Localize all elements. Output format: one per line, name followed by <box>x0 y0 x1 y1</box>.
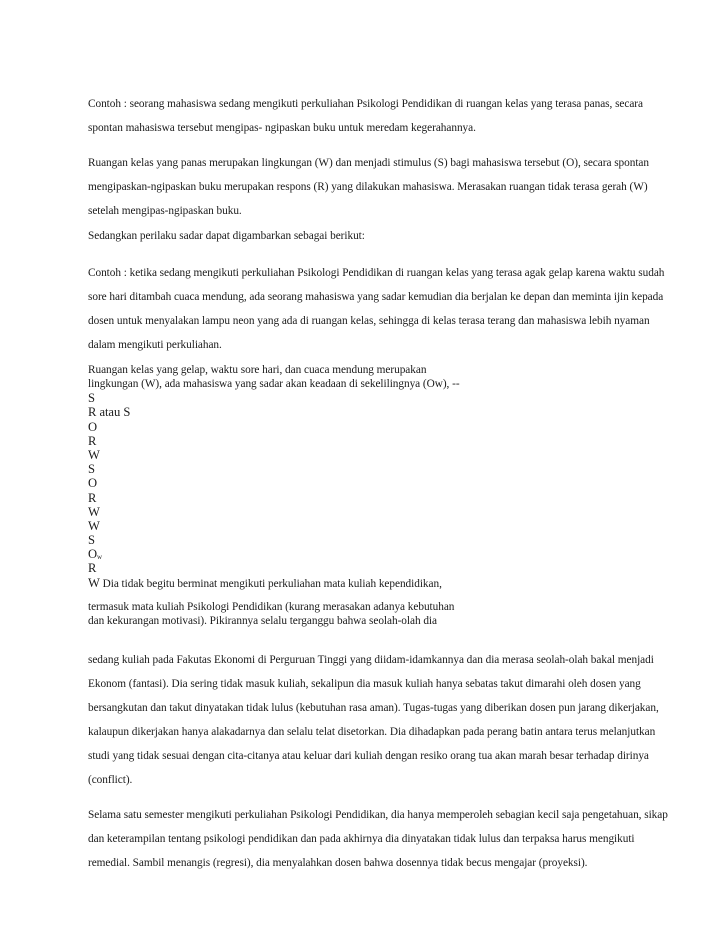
text-line: remedial. Sambil menangis (regresi), dia menyalahkan dosen bahwa dosennya tidak becus mengajar (proyeksi). <box>88 857 588 869</box>
diagram-letter: O <box>88 476 98 490</box>
text-line: (conflict). <box>88 774 133 786</box>
diagram-letter: O <box>88 420 98 434</box>
diagram-letter: W <box>88 505 100 519</box>
text-line: mengipaskan-ngipaskan buku merupakan respons (R) yang dilakukan mahasiswa. Merasakan ruangan tidak terasa gerah (W) <box>88 181 648 193</box>
text-line: dan kekurangan motivasi). Pikirannya selalu terganggu bahwa seolah-olah dia <box>88 615 437 627</box>
text-fragment: Dia tidak begitu berminat mengikuti perkuliahan mata kuliah kependidikan, <box>99 578 442 590</box>
text-line: Ekonom (fantasi). Dia sering tidak masuk kuliah, sekalipun dia masuk kuliah hanya sebatas takut dimarahi oleh dosen yang <box>88 678 641 690</box>
text-line: Ruangan kelas yang panas merupakan lingkungan (W) dan menjadi stimulus (S) bagi mahasiswa tersebut (O), secara spontan <box>88 157 649 169</box>
text-line: Contoh : ketika sedang mengikuti perkuliahan Psikologi Pendidikan di ruangan kelas yang terasa agak gelap karena waktu sudah <box>88 267 665 279</box>
diagram-letter: W <box>88 576 100 590</box>
diagram-letter: S <box>88 462 95 476</box>
text-line: Sedangkan perilaku sadar dapat digambarkan sebagai berikut: <box>88 230 365 242</box>
text-line: sore hari ditambah cuaca mendung, ada seorang mahasiswa yang sadar kemudian dia berjalan ke depan dan meminta ijin kepada <box>88 291 664 303</box>
diagram-letter: R <box>88 491 97 505</box>
text-line: spontan mahasiswa tersebut mengipas- ngipaskan buku untuk meredam kegerahannya. <box>88 122 476 134</box>
text-line: lingkungan (W), ada mahasiswa yang sadar akan keadaan di sekelilingnya (Ow), -- <box>88 378 460 390</box>
text-line: dan keterampilan tentang psikologi pendidikan dan pada akhirnya dia dinyatakan tidak lulus dan terpaksa harus mengikuti <box>88 833 635 845</box>
ow-letter: O <box>88 547 98 561</box>
text-line: setelah mengipas-ngipaskan buku. <box>88 205 242 217</box>
text-line: kalaupun dikerjakan hanya alakadarnya dan selalu telat disetorkan. Dia dihadapkan pada perang batin antara terus melanjutkan <box>88 726 656 738</box>
text-line: sedang kuliah pada Fakutas Ekonomi di Perguruan Tinggi yang diidam-idamkannya dan dia merasa seolah-olah bakal menjadi <box>88 654 654 666</box>
text-line: dosen untuk menyalakan lampu neon yang ada di ruangan kelas, sehingga di kelas terasa terang dan mahasiswa lebih nyaman <box>88 315 650 327</box>
diagram-letter: S <box>88 533 95 547</box>
text-line: Contoh : seorang mahasiswa sedang mengikuti perkuliahan Psikologi Pendidikan di ruangan kelas yang terasa panas, secara <box>88 98 643 110</box>
text-line: Ruangan kelas yang gelap, waktu sore hari, dan cuaca mendung merupakan <box>88 364 427 376</box>
diagram-letter: R <box>88 561 97 575</box>
ow-subscript: w <box>97 553 103 561</box>
diagram-letter: R <box>88 434 97 448</box>
text-line: termasuk mata kuliah Psikologi Pendidikan (kurang merasakan adanya kebutuhan <box>88 601 455 613</box>
text-line <box>88 576 442 591</box>
diagram-letter: R atau S <box>88 405 131 419</box>
diagram-letter: W <box>88 519 100 533</box>
diagram-letter: S <box>88 391 95 405</box>
text-line: dalam mengikuti perkuliahan. <box>88 339 222 351</box>
text-line: bersangkutan dan takut dinyatakan tidak lulus (kebutuhan rasa aman). Tugas-tugas yang diberikan dosen pun jarang dikerjakan, <box>88 702 659 714</box>
text-line: Selama satu semester mengikuti perkuliahan Psikologi Pendidikan, dia hanya memperoleh sebagian kecil saja pengetahuan, sikap <box>88 809 668 821</box>
text-line: studi yang tidak sesuai dengan cita-citanya atau keluar dari kuliah dengan resiko orang tua akan marah besar terhadap dirinya <box>88 750 649 762</box>
diagram-letter: W <box>88 448 100 462</box>
